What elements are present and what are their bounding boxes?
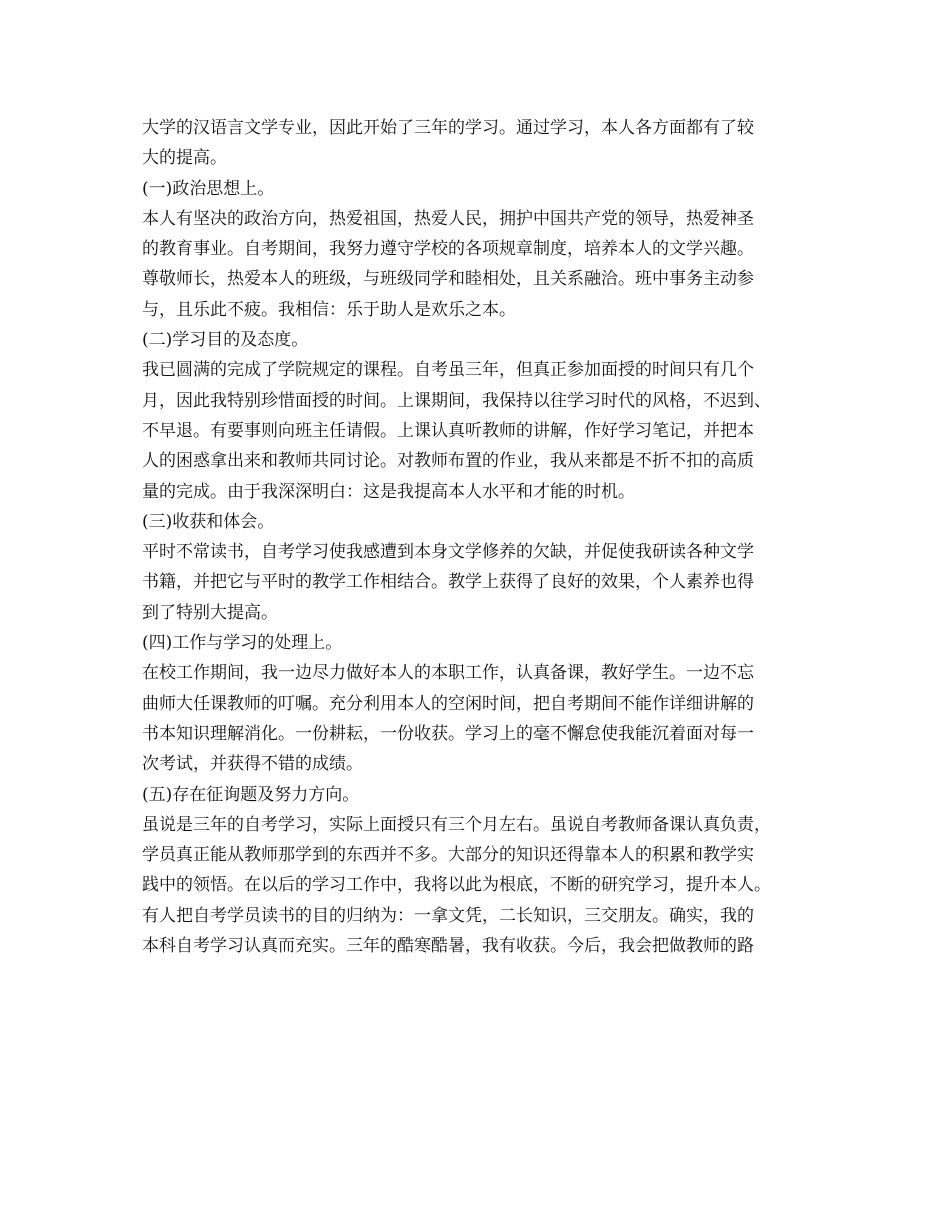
text-line: 学员真正能从教师那学到的东西并不多。大部分的知识还得靠本人的积累和教学实 bbox=[142, 845, 754, 866]
text-line: 践中的领悟。在以后的学习工作中，我将以此为根底，不断的研究学习，提升本人。 bbox=[142, 875, 771, 896]
text-line: 大学的汉语言文学专业，因此开始了三年的学习。通过学习，本人各方面都有了较 bbox=[142, 118, 754, 138]
text-line: 平时不常读书，自考学习使我感遭到本身文学修养的欠缺，并促使我研读各种文学 bbox=[142, 542, 754, 563]
section-heading: (二)学习目的及态度。 bbox=[142, 330, 309, 351]
text-line: 虽说是三年的自考学习，实际上面授只有三个月左右。虽说自考教师备课认真负责， bbox=[142, 814, 771, 835]
text-line: 在校工作期间，我一边尽力做好本人的本职工作，认真备课，教好学生。一边不忘 bbox=[142, 663, 754, 684]
section-heading: (四)工作与学习的处理上。 bbox=[142, 633, 343, 654]
section-heading: (五)存在征询题及努力方向。 bbox=[142, 784, 360, 805]
text-line: 书本知识理解消化。一份耕耘，一份收获。学习上的毫不懈怠使我能沉着面对每一 bbox=[142, 723, 754, 744]
text-line: 不早退。有要事则向班主任请假。上课认真听教师的讲解，作好学习笔记，并把本 bbox=[142, 420, 754, 441]
text-line: 有人把自考学员读书的目的归纳为：一拿文凭，二长知识，三交朋友。确实，我的 bbox=[142, 905, 754, 926]
text-line: 我已圆满的完成了学院规定的课程。自考虽三年，但真正参加面授的时间只有几个 bbox=[142, 360, 754, 381]
section-heading: (一)政治思想上。 bbox=[142, 178, 275, 199]
text-line: 本科自考学习认真而充实。三年的酷寒酷暑，我有收获。今后，我会把做教师的路 bbox=[142, 936, 754, 957]
text-line: 书籍，并把它与平时的教学工作相结合。教学上获得了良好的效果，个人素养也得 bbox=[142, 572, 754, 593]
text-line: 次考试，并获得不错的成绩。 bbox=[142, 754, 363, 775]
text-line: 大的提高。 bbox=[142, 148, 227, 169]
text-line: 量的完成。由于我深深明白：这是我提高本人水平和才能的时机。 bbox=[142, 481, 635, 502]
text-line: 人的困惑拿出来和教师共同讨论。对教师布置的作业，我从来都是不折不扣的高质 bbox=[142, 451, 754, 472]
text-line: 曲师大任课教师的叮嘱。充分利用本人的空闲时间，把自考期间不能作详细讲解的 bbox=[142, 693, 754, 714]
text-line: 与，且乐此不疲。我相信：乐于助人是欢乐之本。 bbox=[142, 299, 516, 320]
text-line: 的教育事业。自考期间，我努力遵守学校的各项规章制度，培养本人的文学兴趣。 bbox=[142, 239, 754, 260]
text-line: 月，因此我特别珍惜面授的时间。上课期间，我保持以往学习时代的风格，不迟到、 bbox=[142, 390, 771, 411]
document-body bbox=[142, 113, 832, 961]
text-line: 本人有坚决的政治方向，热爱祖国，热爱人民，拥护中国共产党的领导，热爱神圣 bbox=[142, 208, 754, 229]
section-heading: (三)收获和体会。 bbox=[142, 511, 275, 532]
text-line: 到了特别大提高。 bbox=[142, 602, 278, 623]
text-line: 尊敬师长，热爱本人的班级，与班级同学和睦相处，且关系融洽。班中事务主动参 bbox=[142, 269, 754, 290]
